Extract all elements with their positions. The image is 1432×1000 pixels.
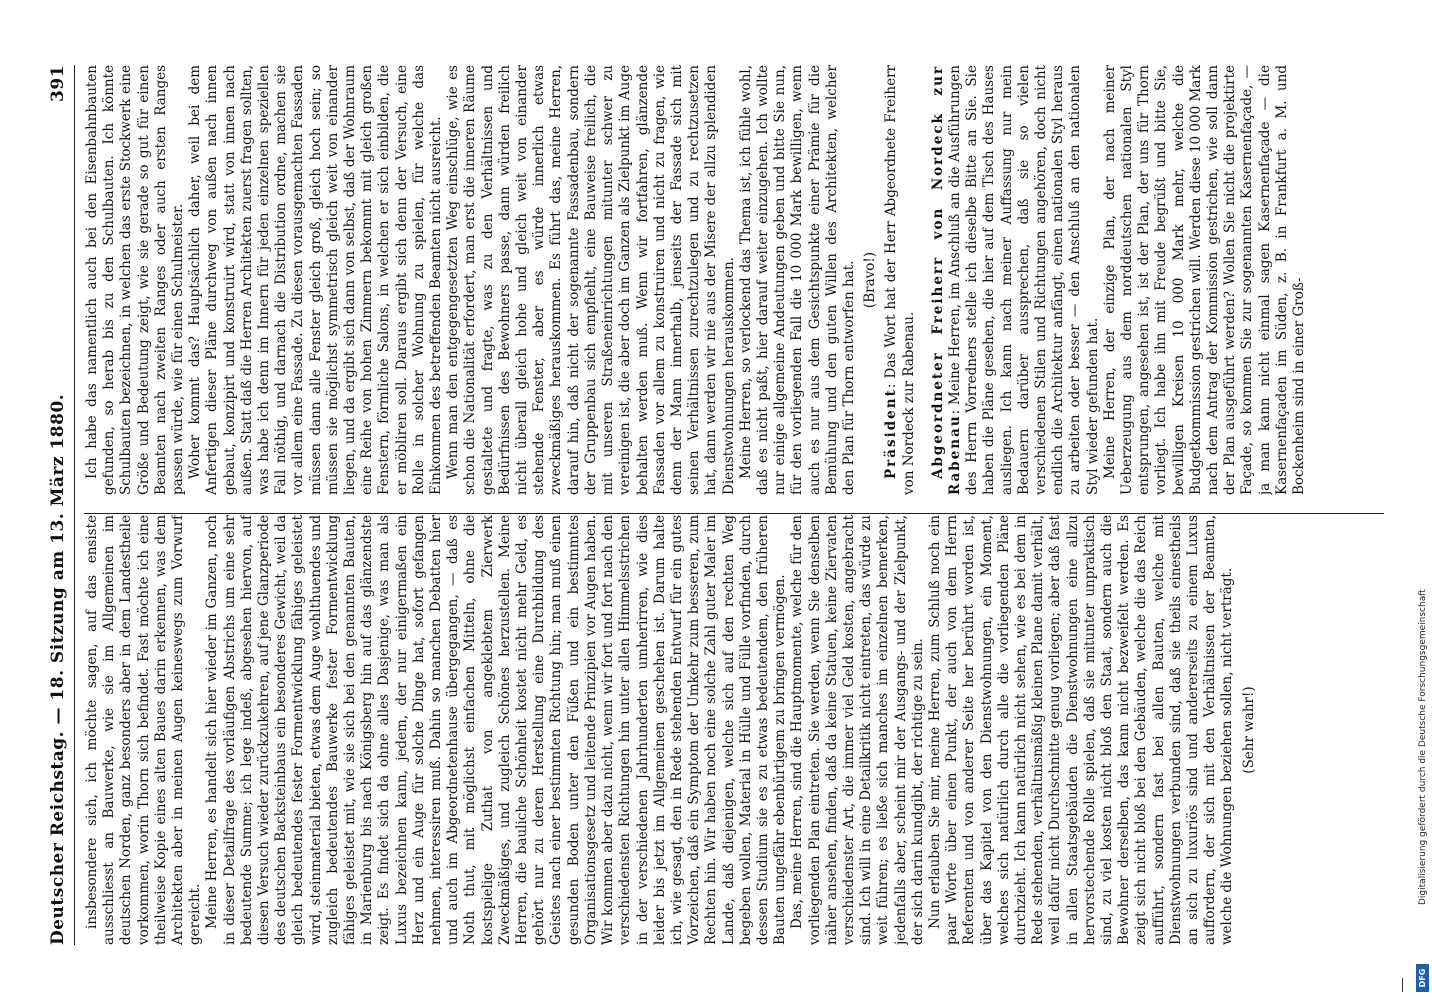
left-paragraph-4: Nun erlauben Sie mir, meine Herren, zum Schluß noch ein paar Worte über einen Punkt, der auch von dem Herrn Referenten und von anderer Seite her berührt worden ist, über das Kapitel von den Dienstwohnungen, ein Moment, welches sich natürlich durch alle die vorliegenden Pläne durchzieht. Ich kann natürlich nicht sehen, wie es bei dem in Rede stehenden, verhältnismäßig kleinen Plane damit verhält, weil dafür nicht Durchschnitte genug vorliegen; aber daß fast in allen Staatsgebäuden die Dienstwohnungen eine allzu hervorstechende Rolle spielen, daß sie mitunter unpraktisch sind, zu viel kosten nicht bloß den Staat, sondern auch die Bewohner derselben, das kann nicht bezweifelt werden. Es zeigt sich nicht bloß bei den Gebäuden, welche die das Reich aufführt, sondern fast bei allen Bauten, welche mit Dienstwohnungen verbunden sind, daß sie theils einestheils an sich zu luxuriös sind und andererseits zu einem Luxus auffordern, der sich mit den Verhältnissen der Beamten, welche die Wohnungen beziehen sollen, nicht verträgt. [926,515,1236,945]
president-label: Präsident [883,388,900,479]
footer-mark [1402,978,1403,992]
president-text: : Das Wort hat der Herr Abgeordnete Freiherr von Nordeck zur Rabenau. [883,65,917,495]
left-paragraph-2: Meine Herren, es handelt sich hier wieder im Ganzen, noch in dieser Detailfrage des vorläufigen Abstrichs um eine sehr bedeutende Summe; ich lege indeß, abgesehen hiervon, auf diesen Versuch wieder zurückzukehren, auf jene Glanzperiode des deutschen Backsteinbaus ein besonderes Gewicht, weil da gleich bedeutendes fester Formentwicklung fähiges geleistet wird, steinmaterial bieten, etwas dem Auge wohlthuendes und zugleich bedeutendes Bauwerke fester Formentwicklung fähiges geleistet mit, wie sie sich bei den genannten Bauten, in Marienburg bis nach Königsberg hin auf das glänzendste zeigt. Es findet sich da ohne alles Dasjenige, was man als Luxus bezeichnen kann, jedem, der nur einigermaßen ein Herz und ein Auge für solche Dinge hat, sofort gefangen nehmen, interessiren muß. Dahin so manchen Debatten hier und auch im Abgeordnetenhause übergegangen, — daß es Noth thut, mit möglichst einfachen Mitteln, ohne die kostspielige Zuthat von angeklebtem Zierwerk Zweckmäßiges, und zugleich Schönes herzustellen. Meine Herren, die bauliche Schönheit kostet nicht mehr Geld, es gehört nur zu deren Herstellung eine Durchbildung des Geistes nach einer bestimmten Richtung hin; man muß einen gesunden Boden unter den Füßen und ein bestimmtes Organisationsgesetz und leitende Prinzipien vor Augen haben. Wir kommen aber dazu nicht, wenn wir fort und fort nach den verschiedensten Richtungen hin unter allen Himmelsstrichen in der verschiedenen Jahrhunderten umherirren, wie dies leider bis jetzt im Allgemeinen geschehen ist. Darum halte ich, wie gesagt, den in Rede stehenden Entwurf für ein gutes Vorzeichen, daß ein Symptom der Umkehr zum besseren, zum Rechten hin. Wir haben noch eine solche Zahl guter Maler im Lande, daß diejenigen, welche sich auf den rechten Weg begeben wollen, Material in Hülle und Fülle vorfinden, durch dessen Studium sie es zu etwas bedeutendem, den früheren Bauten ungefähr ebenbürtigem zu bringen vermögen. [204,515,789,945]
interjection-bravo: (Bravo!) [862,251,879,309]
right-column [84,65,1394,495]
left-column [84,515,1394,945]
page-number: 391 [48,65,68,102]
right-paragraph-3: Wenn man den entgegengesetzten Weg einschlüge, wie es schon die Nationalität erfordert, man erst die inneren Räume gestaltete und fragte, was zu den Verhältnissen und Bedürfnissen des Bewohners passe, dann würden freilich nicht überall gleich hohe und gleich weit von einander stehende Fenster, aber es würde innerlich etwas zweckmäßiges herauskommen. Es führt das, meine Herren, darauf hin, daß nicht der sogenannte Fassadenbau, sondern der Gruppenbau sich empfiehlt, eine Bauweise freilich, die mit unseren Straßeneinrichtungen mitunter schwer zu vereinigen ist, die aber doch im Ganzen als Zielpunkt im Auge behalten werden muß. Wenn wir fortfahren, glänzende Fassaden vor allem zu konstruiren und nicht zu fragen, wie denn der Mann innerhalb, jenseits der Fassade sich mit seinen Verhältnissen zurechtzulegen und zu rechtzusetzen hat, dann werden wir nie aus der Misere der allzu splendiden Dienstwohnungen herauskommen. [445,65,737,495]
left-paragraph-3: Das, meine Herren, sind die Hauptmomente, welche für den vorliegenden Plan eintreten. Sie werden, wenn Sie denselben näher ansehen, finden, daß da keine Statuen, keine Ziervaten verschiedenster Art, die immer viel Geld kosten, angebracht sind. Ich will in eine Detailkritik nicht eintreten, das würde zu weit führen; es ließe sich manches im einzelnen bemerken, jedenfalls aber, scheint mir der Ausgangs- und der Zielpunkt, der sich darin kundgibt, der richtige zu sein. [789,515,926,945]
header-rule [74,65,75,945]
running-title: Deutscher Reichstag. — 18. Sitzung am 13. März 1880. [48,393,68,945]
right-paragraph-1: Ich habe das namentlich auch bei den Eisenbahnbauten gefunden, so herab bis zu den Schulbauten. Ich könnte Schulbauten bezeichnen, in welchen das erste Stockwerk eine Größe und Bedeutung zeigt, wie sie gerade so gut für einen Beamten nach zweiten Ranges oder auch ersten Ranges passen würde, wie für einen Schulmeister. [84,65,187,495]
digitization-note: Digitalisierung gefördert durch die Deutsche Forschungsgemeinschaft [1418,589,1428,905]
right-paragraph-4: Meine Herren, so verlockend das Thema ist, ich fühle wohl, daß es nicht paßt, hier darauf weiter einzugehen. Ich wollte nur einige allgemeine Andeutungen geben und bitte Sie nun, für den vorliegenden Fall die 10 000 Mark bewilligen, wenn auch es nur aus dem Gesichtspunkte einer Prämie für die Bemühung und den guten Willen des Architekten, welcher den Plan für Thorn entworfen hat. [737,65,857,495]
speaker-label: Abgeordneter Freiherr von Nordeck zur Rabenau [929,65,963,495]
dfg-logo: DFG [1416,964,1429,992]
right-paragraph-2: Woher kommt das? Hauptsächlich daher, weil bei dem Anfertigen dieser Pläne durchweg von außen nach innen gebaut, konzipirt und konstruirt wird, statt von innen nach außen. Statt daß die Herren Architekten zuerst fragen sollten, was habe ich denn im Innern für jeden einzelnen speziellen Fall nöthig, und darnach die Distribution ordne, machen sie vor allem eine Fassade. Zu diesen vorausgemachten Fassaden müssen dann alle Fenster gleich groß, gleich hoch sein; so müssen sie möglichst symmetrisch gleich weit von einander liegen, und da ergibt sich dann von selbst, daß der Wohnraum eine Reihe von hohen Zimmern bekommt mit gleich großen Fenstern, förmliche Salons, in welchen er sich einbilden, die er möbliren soll. Daraus ergibt sich denn der Versuch, eine Rolle in solcher Wohnung zu spielen, für welche das Einkommen des betreffenden Beamten nicht ausreicht. [187,65,445,495]
column-divider [84,513,1384,514]
paragraph-gap [918,65,930,495]
left-paragraph-1: insbesondere sich, ich möchte sagen, auf das ensiste ausschliesst an Bauwerke, wie sie im Allgemeinen im deutschen Norden, ganz besonders aber in dem Landestheile vorkommen, worin Thorn sich befindet. Fast möchte ich eine theilweise Kopie eines alten Baues darin erkennen, was dem Architekten aber in meinen Augen keineswegs zum Vorwurf gereicht. [84,515,204,945]
speaker-statement [930,65,1102,495]
right-paragraph-5: Meine Herren, der einzige Plan, der nach meiner Ueberzeugung aus dem norddeutschen nationalen Styl entsprungen, angesehen ist, ist der Plan, der uns für Thorn vorliegt. Ich habe ihn mit Freude begrüßt und bitte Sie, bewilligen Kreisen 10 000 Mark mehr, welche die Budgetkommission gestrichen will. Werden diese 10 000 Mark nach dem Antrag der Kommission gestrichen, wie soll dann der Plan ausgeführt werden? Wollen Sie nicht die projektirte Façade, so kommen Sie zur sogenannten Kasernenfaçade, — ja man kann nicht einmal sagen Kasernenfaçade — die Kasernenfaçaden im Süden, z. B. in Frankfurt a. M. und Bockenheim sind in einer Groß- [1101,65,1308,495]
interjection-sehr-wahr: (Sehr wahr!) [1240,686,1257,774]
page-header [48,65,72,945]
speaker-text: : Meine Herren, im Anschluß an die Ausführungen des Herrn Vorredners stelle ich dieselbe Bitte an Sie. Sie haben die Pläne gesehen, die hier auf dem Tisch des Hauses ausliegen. Ich kann nach meiner Auffassung nur mein Bedauern darüber aussprechen, daß sie so vielen verschiedenen Stilen und Richtungen angehören, doch nicht endlich die Architektur anfängt, einen nationalen Styl heraus zu arbeiten oder besser — den Anschluß an den nationalen Styl wieder gefunden hat. [946,65,1101,495]
president-statement [883,65,917,495]
